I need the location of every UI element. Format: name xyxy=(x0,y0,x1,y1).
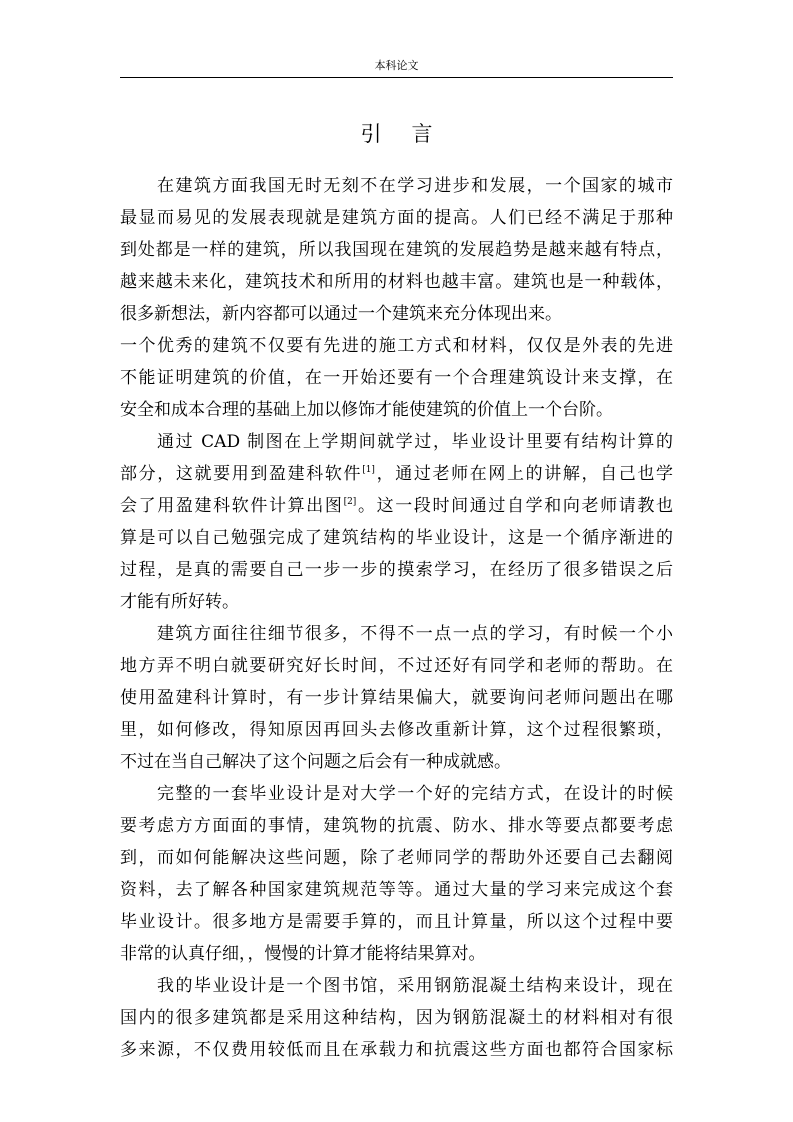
citation-ref: [2] xyxy=(343,497,357,507)
text-line: 建筑方面往往细节很多，不得不一点一点的学习，有时候一个小 xyxy=(157,624,673,644)
header-rule xyxy=(120,77,673,78)
text-line: 很多新想法，新内容都可以通过一个建筑来充分体现出来。 xyxy=(120,304,562,324)
text-segment: 会了用盈建科软件计算出图 xyxy=(120,496,344,516)
text-line: 使用盈建科计算时，有一步计算结果偏大，就要询问老师问题出在哪 xyxy=(120,688,673,708)
text-line: 安全和成本合理的基础上加以修饰才能使建筑的价值上一个台阶。 xyxy=(120,400,613,420)
text-line: 在建筑方面我国无时无刻不在学习进步和发展，一个国家的城市 xyxy=(157,176,673,196)
text-line: 最显而易见的发展表现就是建筑方面的提高。人们已经不满足于那种 xyxy=(120,208,673,228)
text-line: 到处都是一样的建筑，所以我国现在建筑的发展趋势是越来越有特点， xyxy=(120,240,673,260)
text-line: 通过 CAD 制图在上学期间就学过，毕业设计里要有结构计算的 xyxy=(157,432,673,452)
text-segment: ，通过老师在网上的讲解，自己也学 xyxy=(374,464,674,484)
text-line xyxy=(120,458,673,490)
text-line: 完整的一套毕业设计是对大学一个好的完结方式，在设计的时候 xyxy=(157,784,673,804)
text-line: 非常的认真仔细，，慢慢的计算才能将结果算对。 xyxy=(120,944,486,964)
text-line: 算是可以自己勉强完成了建筑结构的毕业设计，这是一个循序渐进的 xyxy=(120,528,673,548)
text-line: 不过在当自己解决了这个问题之后会有一种成就感。 xyxy=(120,752,511,772)
text-line: 多来源，不仅费用较低而且在承载力和抗震这些方面也都符合国家标 xyxy=(120,1040,673,1060)
text-line: 我的毕业设计是一个图书馆，采用钢筋混凝土结构来设计，现在 xyxy=(157,976,673,996)
text-line: 毕业设计。很多地方是需要手算的，而且计算量，所以这个过程中要 xyxy=(120,912,673,932)
text-segment: 。这一段时间通过自学和向老师请教也 xyxy=(356,496,674,516)
citation-ref: [1] xyxy=(362,465,375,475)
text-line: 过程，是真的需要自己一步一步的摸索学习，在经历了很多错误之后 xyxy=(120,560,673,580)
text-line: 资料，去了解各种国家建筑规范等等。通过大量的学习来完成这个套 xyxy=(120,880,673,900)
section-title: 引言 xyxy=(360,122,463,146)
body-text xyxy=(120,170,673,1066)
text-line: 里，如何修改，得知原因再回头去修改重新计算，这个过程很繁琐， xyxy=(120,720,673,740)
text-line: 不能证明建筑的价值，在一开始还要有一个合理建筑设计来支撑，在 xyxy=(120,368,673,388)
text-line: 要考虑方方面面的事情，建筑物的抗震、防水、排水等要点都要考虑 xyxy=(120,816,673,836)
text-line xyxy=(120,490,673,522)
text-line: 才能有所好转。 xyxy=(120,592,239,612)
text-line: 地方弄不明白就要研究好长时间，不过还好有同学和老师的帮助。在 xyxy=(120,656,673,676)
text-line: 一个优秀的建筑不仅要有先进的施工方式和材料，仅仅是外表的先进 xyxy=(120,336,673,356)
text-segment: 部分，这就要用到盈建科软件 xyxy=(120,464,363,484)
text-line: 到，而如何能解决这些问题，除了老师同学的帮助外还要自己去翻阅 xyxy=(120,848,673,868)
text-line: 越来越未来化，建筑技术和所用的材料也越丰富。建筑也是一种载体， xyxy=(120,272,673,292)
running-header: 本科论文 xyxy=(374,59,419,72)
text-line: 国内的很多建筑都是采用这种结构，因为钢筋混凝土的材料相对有很 xyxy=(120,1008,673,1028)
